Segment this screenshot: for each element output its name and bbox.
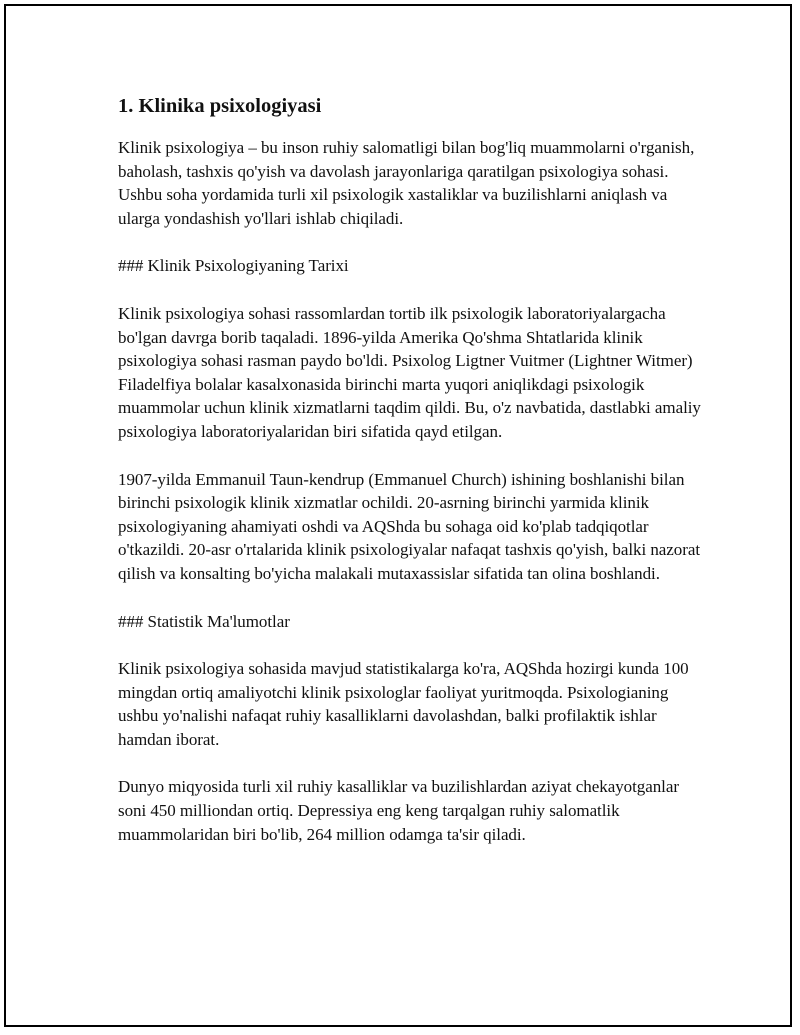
section-heading-history: ### Klinik Psixologiyaning Tarixi xyxy=(118,256,349,276)
statistics-paragraph-1: Klinik psixologiya sohasida mavjud statistikalarga ko'ra, AQShda hozirgi kunda 100 mingdan ortiq amaliyotchi klinik psixologlar faoliyat yuritmoqda. Psixologianing ushbu yo'nalishi nafaqat ruhiy kasalliklarni davolashdan, balki profilaktik ishlar hamdan iborat. xyxy=(118,659,689,749)
document-title: 1. Klinika psixologiyasi xyxy=(118,95,322,117)
statistics-paragraph-2: Dunyo miqyosida turli xil ruhiy kasalliklar va buzilishlardan aziyat chekayotganlar soni 450 milliondan ortiq. Depressiya eng keng tarqalgan ruhiy salomatlik muammolaridan biri bo'lib, 264 million odamga ta'sir qiladi. xyxy=(118,777,679,844)
intro-paragraph: Klinik psixologiya – bu inson ruhiy salomatligi bilan bog'liq muammolarni o'rganish, baholash, tashxis qo'yish va davolash jarayonlariga qaratilgan psixologiya sohasi. Ushbu soha yordamida turli xil psixologik xastaliklar va buzilishlarni aniqlash va ularga yondashish yo'llari ishlab chiqiladi. xyxy=(118,138,695,228)
history-paragraph-2: 1907-yilda Emmanuil Taun-kendrup (Emmanuel Church) ishining boshlanishi bilan birinchi psixologik klinik xizmatlar ochildi. 20-asrning birinchi yarmida klinik psixologiyaning ahamiyati oshdi va AQShda bu sohaga oid ko'plab tadqiqotlar o'tkazildi. 20-asr o'rtalarida klinik psixologiyalar nafaqat tashxis qo'yish, balki nazorat qilish va konsalting bo'yicha malakali mutaxassislar sifatida tan olina boshlandi. xyxy=(118,469,701,583)
document-body xyxy=(118,93,703,870)
section-heading-statistics: ### Statistik Ma'lumotlar xyxy=(118,611,290,631)
history-paragraph-1: Klinik psixologiya sohasi rassomlardan tortib ilk psixologik laboratoriyalargacha bo'lgan davrga borib taqaladi. 1896-yilda Amerika Qo'shma Shtatlarida klinik psixologiya sohasi rasman paydo bo'ldi. Psixolog Ligtner Vuitmer (Lightner Witmer) Filadelfiya bolalar kasalxonasida birinchi marta yuqori aniqlikdagi psixologik muammolar uchun klinik xizmatlarni taqdim qildi. Bu, o'z navbatida, dastlabki amaliy psixologiya laboratoriyalaridan biri sifatida qayd etilgan. xyxy=(118,303,701,441)
